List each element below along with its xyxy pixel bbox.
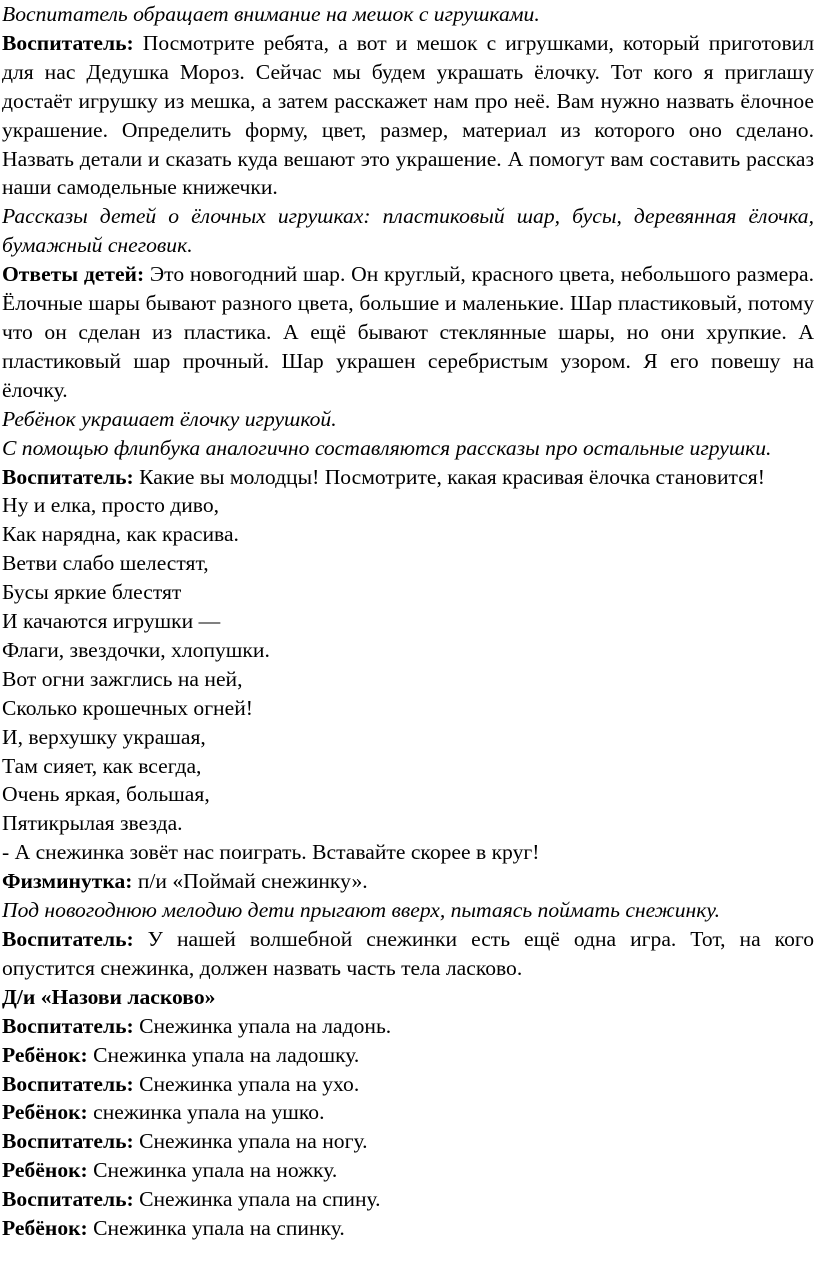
teacher-paragraph	[2, 463, 814, 492]
speaker-label: Воспитатель:	[2, 1013, 134, 1038]
paragraph-text: Это новогодний шар. Он круглый, красного цвета, небольшого размера. Ёлочные шары бывают разного цвета, большие и маленькие. Шар пластиковый, потому что он сделан из пластика. А ещё бывают стеклянные шары, но они хрупкие. А пластиковый шар прочный. Шар украшен серебристым узором. Я его повешу на ёлочку.	[2, 262, 814, 402]
speaker-label: Ребёнок:	[2, 1100, 88, 1125]
dialogue-text: Снежинка упала на ладошку.	[87, 1042, 360, 1067]
poem-line: Бусы яркие блестят	[2, 580, 182, 605]
stage-direction: С помощью флипбука аналогично составляются рассказы про остальные игрушки.	[2, 435, 772, 460]
paragraph-text: Какие вы молодцы! Посмотрите, какая красивая ёлочка становится!	[133, 464, 765, 489]
paragraph-text: Посмотрите ребята, а вот и мешок с игрушками, который приготовил для нас Дедушка Мороз. Сейчас мы будем украшать ёлочку. Тот кого я приглашу достаёт игрушку из мешка, а затем расскажет нам про неё. Вам нужно назвать ёлочное украшение. Определить форму, цвет, размер, материал из которого оно сделано. Назвать детали и сказать куда вешают это украшение. А помогут вам составить рассказ наши самодельные книжечки.	[2, 30, 814, 200]
dialogue-line	[2, 1156, 814, 1185]
speaker-label: Воспитатель:	[2, 1129, 134, 1154]
poem-line: Там сияет, как всегда,	[2, 753, 202, 778]
dialogue-line	[2, 1098, 814, 1127]
dialogue-line	[2, 1127, 814, 1156]
dialogue-text: Снежинка упала на ножку.	[87, 1158, 338, 1183]
dialogue-line	[2, 1070, 814, 1099]
dialogue-text: Снежинка упала на ногу.	[133, 1129, 368, 1154]
stage-direction: Ребёнок украшает ёлочку игрушкой.	[2, 406, 337, 431]
stage-direction: Под новогоднюю мелодию дети прыгают вверх, пытаясь поймать снежинку.	[2, 898, 720, 923]
poem	[2, 491, 814, 838]
speaker-label: Воспитатель:	[2, 464, 134, 489]
stage-direction: Рассказы детей о ёлочных игрушках: пластиковый шар, бусы, деревянная ёлочка, бумажный снеговик.	[2, 204, 814, 258]
paragraph-text: п/и «Поймай снежинку».	[132, 869, 368, 894]
dialogue	[2, 1012, 814, 1243]
speaker-label: Воспитатель:	[2, 927, 134, 951]
dialogue-text: Снежинка упала на спину.	[133, 1187, 381, 1212]
dialogue-text: снежинка упала на ушко.	[87, 1100, 325, 1125]
speaker-label: Воспитатель:	[2, 1071, 134, 1096]
poem-line: И, верхушку украшая,	[2, 724, 206, 749]
poem-line: Как нарядна, как красива.	[2, 522, 239, 547]
poem-line: Флаги, звездочки, хлопушки.	[2, 637, 270, 662]
paragraph-text: У нашей волшебной снежинки есть ещё одна игра. Тот, на кого опустится снежинка, должен назвать часть тела ласково.	[2, 927, 814, 980]
poem-line: И качаются игрушки —	[2, 609, 221, 634]
exercise-paragraph	[2, 867, 814, 896]
speaker-label: Ребёнок:	[2, 1216, 88, 1241]
speaker-label: Ребёнок:	[2, 1158, 88, 1183]
speaker-label: Ответы детей:	[2, 262, 145, 287]
dialogue-line	[2, 1185, 814, 1214]
teacher-line: - А снежинка зовёт нас поиграть. Вставайте скорее в круг!	[2, 840, 540, 865]
dialogue-line	[2, 1012, 814, 1041]
game-title-text: Д/и «Назови ласково»	[2, 984, 216, 1009]
speaker-label: Ребёнок:	[2, 1042, 88, 1067]
children-answer-paragraph	[2, 260, 814, 405]
stage-direction: Воспитатель обращает внимание на мешок с игрушками.	[2, 2, 540, 26]
dialogue-line	[2, 1214, 814, 1243]
speaker-label: Воспитатель:	[2, 1187, 134, 1212]
speaker-label: Физминутка:	[2, 869, 133, 894]
teacher-paragraph	[2, 925, 814, 983]
game-title	[2, 983, 814, 1012]
dialogue-line	[2, 1041, 814, 1070]
dialogue-text: Снежинка упала на ухо.	[133, 1071, 360, 1096]
dialogue-text: Снежинка упала на спинку.	[87, 1216, 345, 1241]
poem-line: Пятикрылая звезда.	[2, 811, 183, 836]
poem-line: Ну и елка, просто диво,	[2, 493, 220, 518]
poem-line: Вот огни зажглись на ней,	[2, 666, 243, 691]
dialogue-text: Снежинка упала на ладонь.	[133, 1013, 392, 1038]
poem-line: Ветви слабо шелестят,	[2, 551, 209, 576]
speaker-label: Воспитатель:	[2, 30, 134, 55]
poem-line: Очень яркая, большая,	[2, 782, 210, 807]
poem-line: Сколько крошечных огней!	[2, 695, 253, 720]
teacher-paragraph	[2, 29, 814, 202]
